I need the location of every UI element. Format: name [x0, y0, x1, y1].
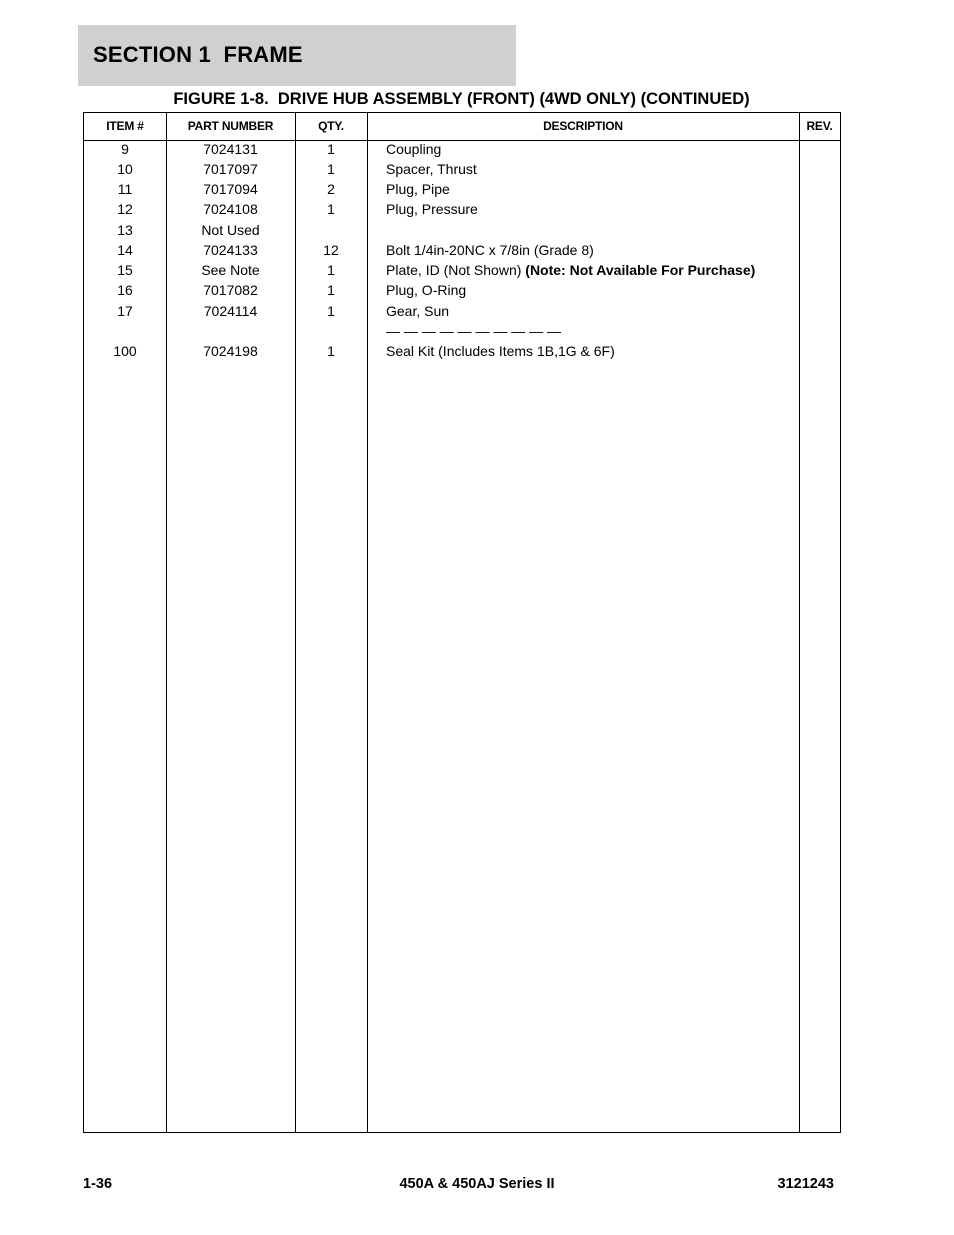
- item-number: 12: [117, 201, 133, 217]
- item-number: 10: [117, 161, 133, 177]
- item-number: 11: [117, 181, 133, 197]
- description: Gear, Sun: [386, 303, 450, 319]
- item-number: 9: [121, 141, 129, 157]
- description: Plate, ID (Not Shown) (Note: Not Available For Purchase): [386, 262, 756, 278]
- part-number: See Note: [201, 262, 260, 278]
- header-rev: REV.: [806, 119, 833, 133]
- separator-dashes: — — — — — — — — — —: [386, 323, 562, 339]
- description: Plug, Pipe: [386, 181, 450, 197]
- description: Coupling: [386, 141, 442, 157]
- header-qty: QTY.: [318, 119, 344, 133]
- model-name: 450A & 450AJ Series II: [399, 1176, 555, 1192]
- section-banner: [78, 25, 516, 86]
- quantity: 1: [327, 282, 335, 298]
- table-row: [84, 260, 840, 280]
- table-header: [84, 113, 840, 141]
- quantity: 1: [327, 161, 335, 177]
- table-row: [84, 179, 840, 199]
- description: Bolt 1/4in-20NC x 7/8in (Grade 8): [386, 242, 594, 258]
- part-number: Not Used: [201, 222, 260, 238]
- part-number: 7024131: [203, 141, 258, 157]
- figure-title: FIGURE 1-8. DRIVE HUB ASSEMBLY (FRONT) (4WD ONLY) (CONTINUED): [173, 90, 750, 108]
- item-number: 16: [117, 282, 133, 298]
- header-item: ITEM #: [106, 119, 144, 133]
- part-number: 7024133: [203, 242, 258, 258]
- quantity: 1: [327, 141, 335, 157]
- table-row: [84, 321, 840, 341]
- description: Spacer, Thrust: [386, 161, 477, 177]
- header-description: DESCRIPTION: [543, 119, 623, 133]
- part-number: 7017094: [203, 181, 258, 197]
- table-row: [84, 199, 840, 219]
- table-row: [84, 280, 840, 300]
- part-number: 7024108: [203, 201, 258, 217]
- section-title: SECTION 1 FRAME: [93, 42, 303, 67]
- part-number: 7024114: [203, 303, 258, 319]
- quantity: 1: [327, 201, 335, 217]
- description: Seal Kit (Includes Items 1B,1G & 6F): [386, 343, 615, 359]
- item-number: 15: [117, 262, 133, 278]
- table-row: [84, 240, 840, 260]
- parts-table: [83, 112, 841, 1133]
- part-number: 7017082: [203, 282, 258, 298]
- quantity: 12: [323, 242, 339, 258]
- item-number: 17: [117, 303, 133, 319]
- item-number: 100: [113, 343, 137, 359]
- part-number: 7024198: [203, 343, 258, 359]
- item-number: 13: [117, 222, 133, 238]
- quantity: 1: [327, 303, 335, 319]
- table-row: [84, 159, 840, 179]
- quantity: 2: [327, 181, 335, 197]
- table-row: [84, 341, 840, 361]
- description: Plug, Pressure: [386, 201, 478, 217]
- table-row: [84, 220, 840, 240]
- part-number: 7017097: [203, 161, 258, 177]
- quantity: 1: [327, 262, 335, 278]
- page-number: 1-36: [83, 1176, 113, 1192]
- document-number: 3121243: [777, 1176, 834, 1192]
- table-row: [84, 139, 840, 159]
- table-row: [84, 301, 840, 321]
- description: Plug, O-Ring: [386, 282, 467, 298]
- item-number: 14: [117, 242, 133, 258]
- header-part-number: PART NUMBER: [187, 119, 274, 133]
- quantity: 1: [327, 343, 335, 359]
